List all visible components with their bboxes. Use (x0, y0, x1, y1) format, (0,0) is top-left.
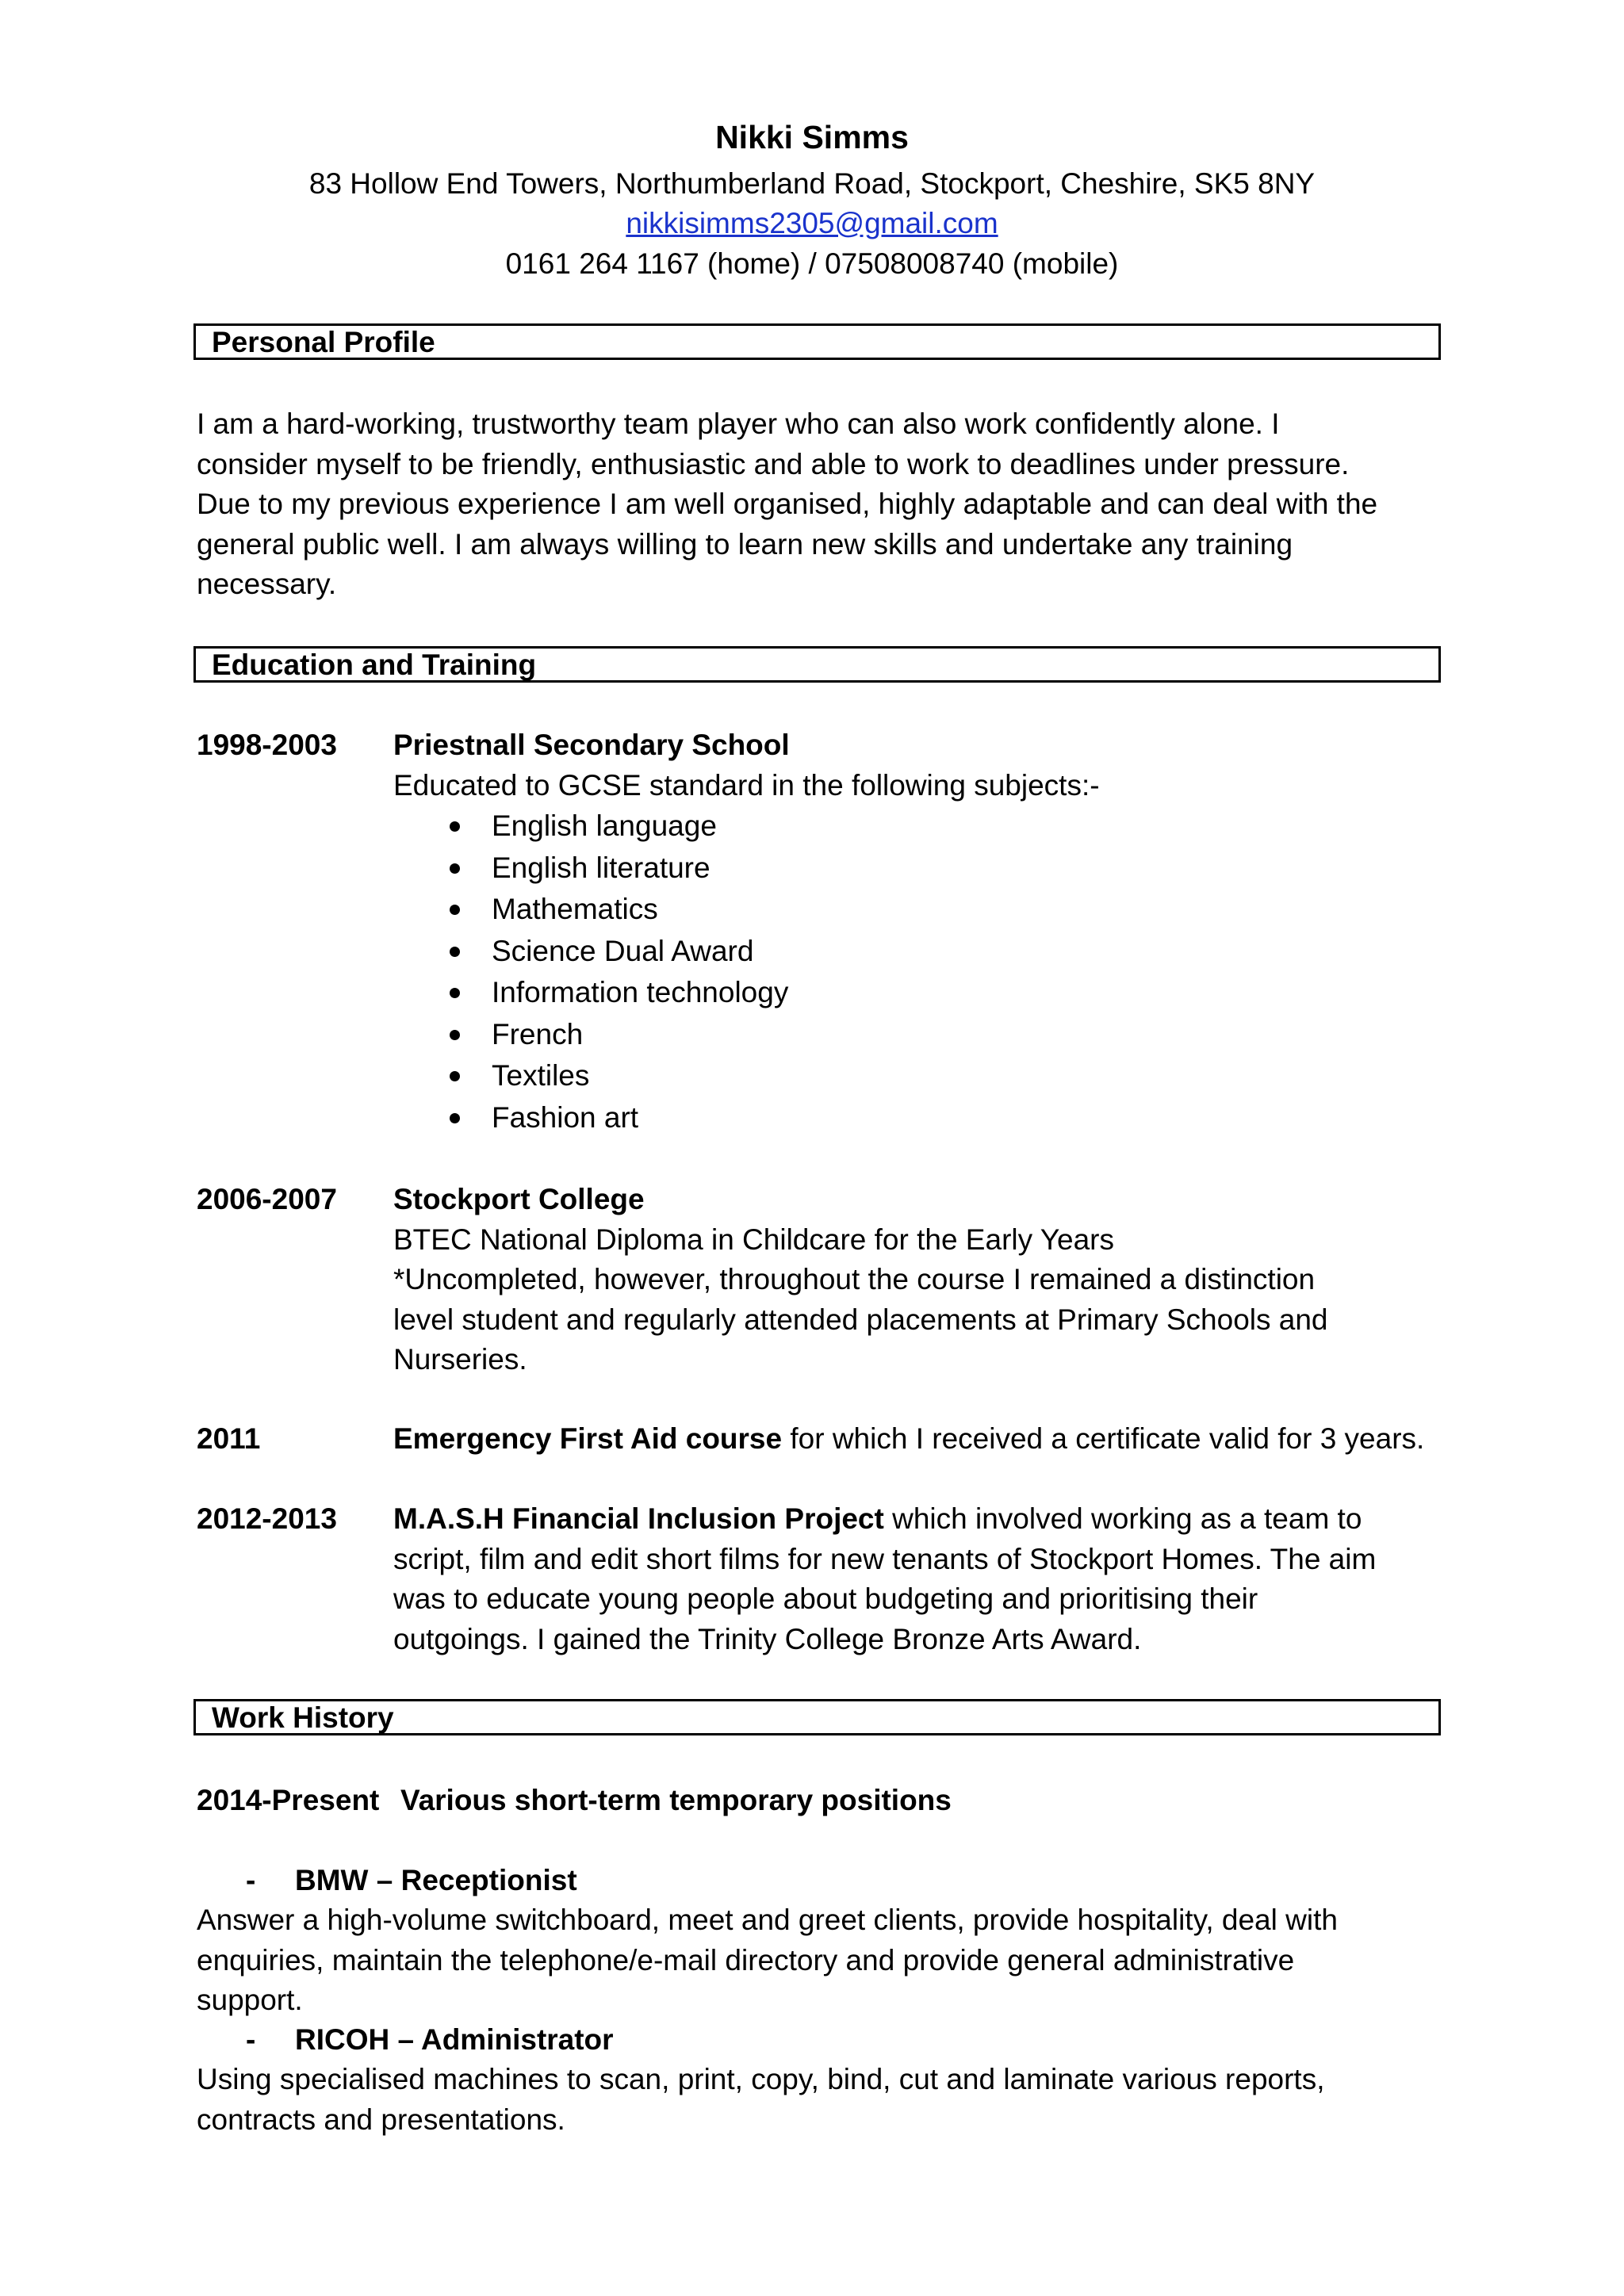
role-line: support. (197, 1984, 303, 2016)
dash-marker: - (246, 2023, 256, 2056)
education-line: outgoings. I gained the Trinity College Bronze Arts Award. (393, 1622, 1142, 1655)
education-line: was to educate young people about budgeting and prioritising their (393, 1582, 1258, 1615)
role-bmw-description (197, 1900, 1434, 2021)
education-entry-first-aid (393, 1419, 1440, 1460)
education-line: *Uncompleted, however, throughout the course I remained a distinction (393, 1263, 1316, 1295)
role-bmw (246, 1861, 577, 1900)
bullet-icon (450, 947, 460, 957)
cv-email-line (0, 204, 1624, 243)
education-line (393, 1419, 1440, 1460)
subject-list (393, 806, 1440, 1138)
education-entry-priestnall (393, 725, 1440, 1138)
list-item: Textiles (393, 1055, 1440, 1097)
work-period (197, 1781, 952, 1820)
education-title: Emergency First Aid course (393, 1422, 783, 1455)
section-heading-education (193, 646, 1441, 683)
list-item: French (393, 1014, 1440, 1056)
bullet-icon (450, 1071, 460, 1081)
cv-address: 83 Hollow End Towers, Northumberland Road, Stockport, Cheshire, SK5 8NY (308, 167, 1316, 200)
bullet-icon (450, 821, 460, 832)
list-item: Fashion art (393, 1097, 1440, 1139)
education-desc: which involved working as a team to (883, 1502, 1362, 1535)
education-years: 2011 (197, 1422, 261, 1455)
profile-line: general public well. I am always willing to learn new skills and undertake any training (197, 527, 1293, 561)
section-heading-personal-profile (193, 323, 1441, 360)
cv-name: Nikki Simms (715, 119, 909, 155)
profile-line: consider myself to be friendly, enthusiastic and able to work to deadlines under pressure. (197, 447, 1350, 480)
profile-line: Due to my previous experience I am well organised, highly adaptable and can deal with the (197, 488, 1378, 520)
bullet-icon (450, 988, 460, 998)
list-item: English literature (393, 848, 1440, 890)
role-title: BMW – Receptionist (295, 1864, 577, 1896)
bullet-icon (450, 1030, 460, 1040)
list-item: Information technology (393, 972, 1440, 1014)
role-line: Answer a high-volume switchboard, meet and greet clients, provide hospitality, deal with (197, 1904, 1338, 1936)
education-entry-mash (393, 1499, 1440, 1659)
education-years: 2012-2013 (197, 1502, 337, 1535)
profile-line: necessary. (197, 568, 337, 600)
work-period-years: 2014-Present (197, 1784, 380, 1816)
education-title: M.A.S.H Financial Inclusion Project (393, 1502, 884, 1535)
list-item: Mathematics (393, 889, 1440, 931)
list-item: English language (393, 806, 1440, 848)
education-line: Nurseries. (393, 1343, 527, 1376)
education-title: Priestnall Secondary School (393, 729, 790, 761)
education-desc: for which I received a certificate valid for 3 years. (782, 1422, 1425, 1455)
work-period-title: Various short-term temporary positions (400, 1784, 952, 1816)
education-line: BTEC National Diploma in Childcare for the Early Years (393, 1223, 1114, 1256)
personal-profile-text (197, 404, 1434, 605)
education-years: 2006-2007 (197, 1183, 337, 1215)
email-link[interactable]: nikkisimms2305@gmail.com (626, 207, 998, 239)
bullet-icon (450, 905, 460, 915)
section-heading-text: Work History (212, 1701, 394, 1734)
profile-line: I am a hard-working, trustworthy team player who can also work confidently alone. I (197, 408, 1280, 440)
education-line: script, film and edit short films for new tenants of Stockport Homes. The aim (393, 1542, 1377, 1575)
bullet-icon (450, 1113, 460, 1123)
section-heading-text: Education and Training (212, 649, 537, 681)
bullet-icon (450, 863, 460, 874)
role-line: contracts and presentations. (197, 2103, 565, 2136)
section-heading-work-history (193, 1699, 1441, 1735)
education-line: level student and regularly attended placements at Primary Schools and (393, 1303, 1328, 1336)
education-years: 1998-2003 (197, 729, 337, 761)
education-title: Stockport College (393, 1183, 645, 1215)
education-entry-stockport-college (393, 1180, 1440, 1380)
role-line: enquiries, maintain the telephone/e-mail directory and provide general administrative (197, 1943, 1295, 1976)
cv-phone: 0161 264 1167 (home) / 07508008740 (mobile) (505, 247, 1119, 280)
role-line: Using specialised machines to scan, print, copy, bind, cut and laminate various reports, (197, 2063, 1325, 2095)
section-heading-text: Personal Profile (212, 326, 435, 358)
education-intro: Educated to GCSE standard in the following subjects:- (393, 768, 1100, 802)
role-ricoh (246, 2020, 614, 2060)
dash-marker: - (246, 1864, 256, 1896)
role-title: RICOH – Administrator (295, 2023, 614, 2056)
education-line (393, 1499, 1440, 1540)
list-item: Science Dual Award (393, 931, 1440, 973)
role-ricoh-description (197, 2060, 1434, 2140)
